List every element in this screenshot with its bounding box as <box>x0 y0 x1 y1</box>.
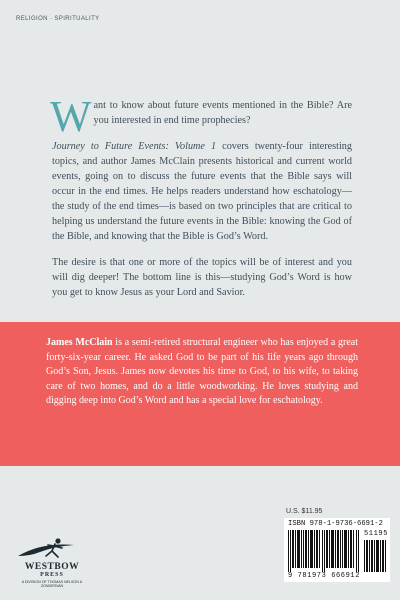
drop-cap: W <box>50 92 92 141</box>
publisher-name: WESTBOW <box>24 562 80 572</box>
isbn-barcode <box>284 518 390 582</box>
ean-number: 9 781973 666912 <box>288 572 361 580</box>
book-title: Journey to Future Events: Volume 1 <box>52 141 217 152</box>
category-label: RELIGION · SPIRITUALITY <box>16 16 100 22</box>
author-bio-band <box>0 322 400 466</box>
blurb-p1-text: ant to know about future events mentioned in the Bible? Are you interested in end time prophecies? <box>93 100 352 126</box>
publisher-press: PRESS <box>40 572 64 578</box>
publisher-division: A DIVISION OF THOMAS NELSON & ZONDERVAN <box>21 580 83 589</box>
westbow-press-logo <box>12 536 102 590</box>
author-bio <box>46 336 358 409</box>
blurb-paragraph-3: The desire is that one or more of the topics will be of interest and you will dig deeper! The bottom line is this—studying God’s Word is how you get to know Jesus as your Lord and Savior. <box>52 257 352 298</box>
blurb-paragraph-2 <box>52 139 352 244</box>
blurb-paragraph-1 <box>50 92 352 141</box>
blurb-p2-text: covers twenty-four interesting topics, and author James McClain presents historical and current world events, going on to discuss the future events that the Bible says will occur in the end times. He helps readers understand how eschatology—the study of the end times—is based on two principles that are critical to helping us understand the future events in the Bible: knowing the God of the Bible, and knowing that the Bible is God’s Word. <box>52 141 352 242</box>
barcode-bars <box>288 530 360 572</box>
addon-barcode-bars <box>364 540 386 572</box>
price-label: U.S. $11.95 <box>286 508 323 515</box>
price-addon-number: 51195 <box>364 530 389 538</box>
isbn-number: ISBN 978-1-9736-6691-2 <box>288 520 383 528</box>
back-cover-blurb <box>50 92 352 311</box>
runner-icon <box>12 536 92 564</box>
author-bio-text: is a semi-retired structural engineer who has enjoyed a great forty-six-year career. He asked God to be part of his life years ago through God’s Son, Jesus. James now devotes his time to God, to his wife, to taking care of two homes, and do a little woodworking. He loves studying and digging deep into God’s Word and has a special love for eschatology. <box>46 337 358 407</box>
author-name: James McClain <box>46 337 113 348</box>
